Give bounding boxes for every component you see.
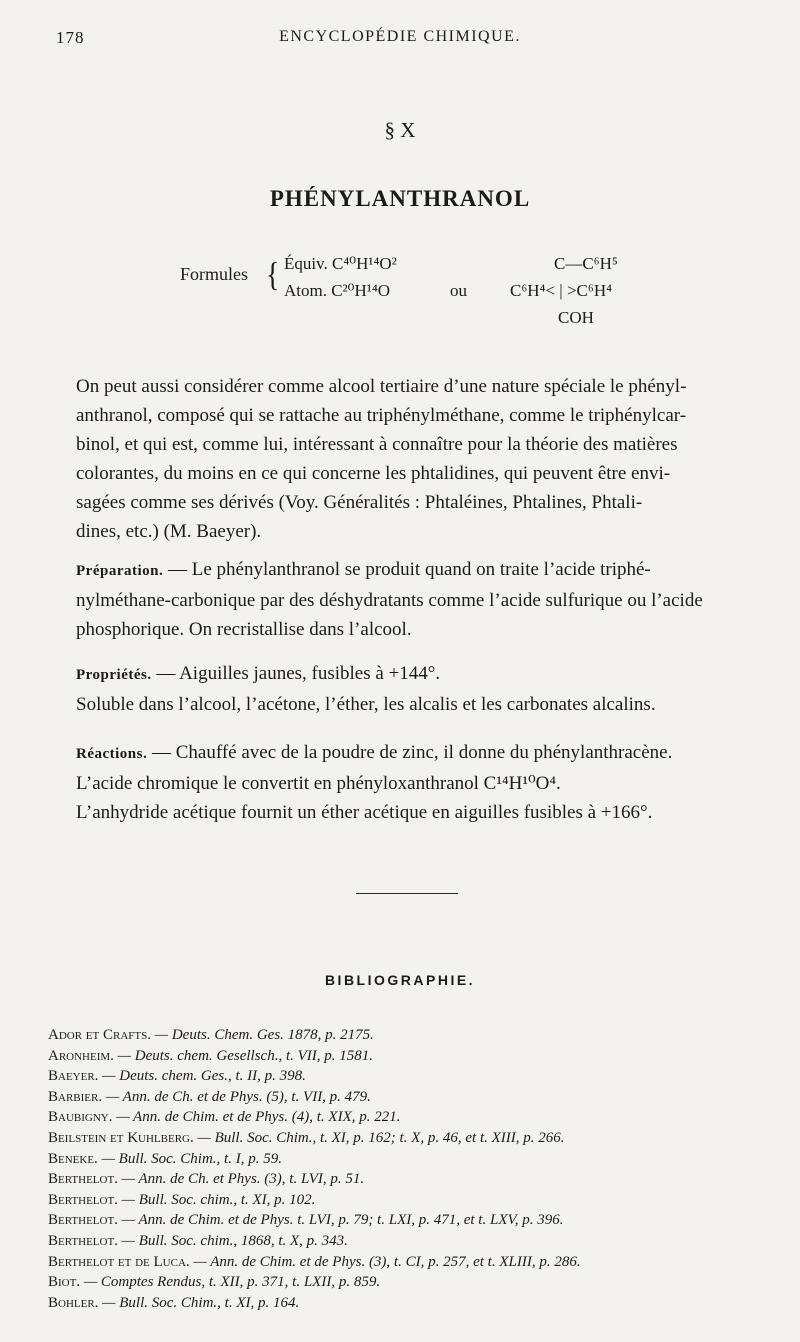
bibliography-entry — [48, 1025, 788, 1046]
bibliography-author: Barbier. — [48, 1088, 103, 1105]
structure-top: C—C⁶H⁵ — [554, 254, 618, 273]
brace-glyph: { — [266, 256, 280, 294]
text-line: L’acide chromique le convertit en phényloxanthranol C¹⁴H¹⁰O⁴. — [76, 773, 561, 794]
bibliography-reference: — Bull. Soc. Chim., t. XI, p. 162; t. X, p. 46, et t. XIII, p. 266. — [197, 1129, 565, 1146]
bibliography-entry — [48, 1231, 788, 1252]
text-line — [76, 555, 776, 586]
reactions-paragraph — [76, 738, 776, 827]
bibliography-reference: — Bull. Soc. chim., t. XI, p. 102. — [121, 1191, 316, 1208]
bibliography-author: Beilstein et Kuhlberg. — [48, 1129, 194, 1146]
bibliography-author: Beneke. — [48, 1150, 98, 1167]
bibliography-reference: — Bull. Soc. chim., 1868, t. X, p. 343. — [121, 1232, 348, 1249]
bibliography-title: BIBLIOGRAPHIE. — [324, 972, 476, 988]
text-line: L’anhydride acétique fournit un éther acétique en aiguilles fusibles à +166°. — [76, 802, 653, 823]
bibliography-entry — [48, 1107, 788, 1128]
bibliography-author: Biot. — [48, 1274, 81, 1291]
formula-block — [180, 250, 660, 340]
bibliography-reference: — Bull. Soc. Chim., t. XI, p. 164. — [102, 1294, 300, 1311]
bibliography-author: Baubigny. — [48, 1109, 113, 1126]
text-run: — Chauffé avec de la poudre de zinc, il donne du phénylanthracène. — [152, 742, 673, 763]
formula-label: Formules — [180, 264, 249, 284]
bibliography-author: Berthelot. — [48, 1212, 118, 1229]
bibliography-reference: — Ann. de Ch. et Phys. (3), t. LVI, p. 51. — [121, 1171, 365, 1188]
intro-paragraph — [76, 372, 776, 546]
text-line: anthranol, composé qui se rattache au triphénylméthane, comme le triphénylcar- — [76, 405, 687, 426]
structure-middle: C⁶H⁴< | >C⁶H⁴ — [510, 281, 613, 300]
bibliography-entry — [48, 1293, 788, 1314]
atom-formula: Atom. C²⁰H¹⁴O — [284, 281, 391, 300]
bibliography-entry — [48, 1066, 788, 1087]
bibliography-author: Berthelot et de Luca. — [48, 1253, 190, 1270]
bibliography-reference: — Bull. Soc. Chim., t. I, p. 59. — [101, 1150, 282, 1167]
running-header — [0, 28, 800, 52]
bibliography-reference: — Ann. de Chim. et de Phys. (3), t. CI, p. 257, et t. XLIII, p. 286. — [193, 1253, 581, 1270]
bibliography-reference: — Comptes Rendus, t. XII, p. 371, t. LXII, p. 859. — [83, 1274, 381, 1291]
chapter-title: PHÉNYLANTHRANOL — [269, 186, 531, 211]
page-number: 178 — [56, 28, 85, 47]
bibliography-author: Aronheim. — [48, 1047, 114, 1064]
bibliography-reference: — Deuts. chem. Ges., t. II, p. 398. — [102, 1068, 306, 1085]
bibliography-author: Berthelot. — [48, 1171, 118, 1188]
bibliography-entry — [48, 1046, 788, 1067]
structure-bottom: COH — [558, 308, 594, 327]
bibliography-entry — [48, 1128, 788, 1149]
bibliography-reference: — Ann. de Chim. et de Phys. (4), t. XIX, p. 221. — [116, 1109, 401, 1126]
formula-or: ou — [450, 281, 467, 300]
properties-paragraph — [76, 659, 776, 719]
section-number: § X — [384, 118, 416, 142]
running-title: ENCYCLOPÉDIE CHIMIQUE. — [279, 28, 521, 45]
text-run: — Aiguilles jaunes, fusibles à +144°. — [156, 663, 441, 684]
text-line: Soluble dans l’alcool, l’acétone, l’éther, les alcalis et les carbonates alcalins. — [76, 694, 656, 715]
bibliography-entry — [48, 1210, 788, 1231]
bibliography-entry — [48, 1149, 788, 1170]
bibliography-author: Ador et Crafts. — [48, 1027, 151, 1043]
text-line: On peut aussi considérer comme alcool tertiaire d’une nature spéciale le phényl- — [76, 376, 687, 397]
properties-heading: Propriétés. — [76, 667, 152, 683]
text-run: — Le phénylanthranol se produit quand on traite l’acide triphé- — [167, 559, 651, 580]
text-line: sagées comme ses dérivés (Voy. Généralités : Phtaléines, Phtalines, Phtali- — [76, 492, 643, 513]
bibliography-entry — [48, 1190, 788, 1211]
separator-rule — [356, 893, 458, 894]
bibliography-entry — [48, 1169, 788, 1190]
reactions-heading: Réactions. — [76, 746, 148, 762]
bibliography-list — [48, 1025, 788, 1313]
preparation-paragraph — [76, 555, 776, 644]
bibliography-reference: — Deuts. Chem. Ges. 1878, p. 2175. — [154, 1027, 374, 1043]
preparation-heading: Préparation. — [76, 563, 164, 579]
text-line: colorantes, du moins en ce qui concerne les phtalidines, qui peuvent être envi- — [76, 463, 671, 484]
text-line — [76, 659, 776, 690]
bibliography-entry — [48, 1272, 788, 1293]
bibliography-reference: — Ann. de Ch. et de Phys. (5), t. VII, p. 479. — [105, 1088, 371, 1105]
text-line: binol, et qui est, comme lui, intéressant à connaître pour la théorie des matières — [76, 434, 678, 455]
text-line — [76, 738, 776, 769]
bibliography-reference: — Ann. de Chim. et de Phys. t. LVI, p. 79; t. LXI, p. 471, et t. LXV, p. 396. — [121, 1212, 564, 1229]
equiv-formula: Équiv. C⁴⁰H¹⁴O² — [284, 254, 397, 273]
bibliography-author: Berthelot. — [48, 1191, 118, 1208]
bibliography-reference: — Deuts. chem. Gesellsch., t. VII, p. 1581. — [117, 1047, 374, 1064]
text-line: phosphorique. On recristallise dans l’alcool. — [76, 619, 412, 640]
bibliography-entry — [48, 1252, 788, 1273]
bibliography-author: Baeyer. — [48, 1068, 99, 1085]
bibliography-author: Berthelot. — [48, 1232, 118, 1249]
text-line: dines, etc.) (M. Baeyer). — [76, 521, 262, 542]
bibliography-entry — [48, 1087, 788, 1108]
text-line: nylméthane-carbonique par des déshydratants comme l’acide sulfurique ou l’acide — [76, 590, 703, 611]
bibliography-author: Bohler. — [48, 1294, 99, 1311]
